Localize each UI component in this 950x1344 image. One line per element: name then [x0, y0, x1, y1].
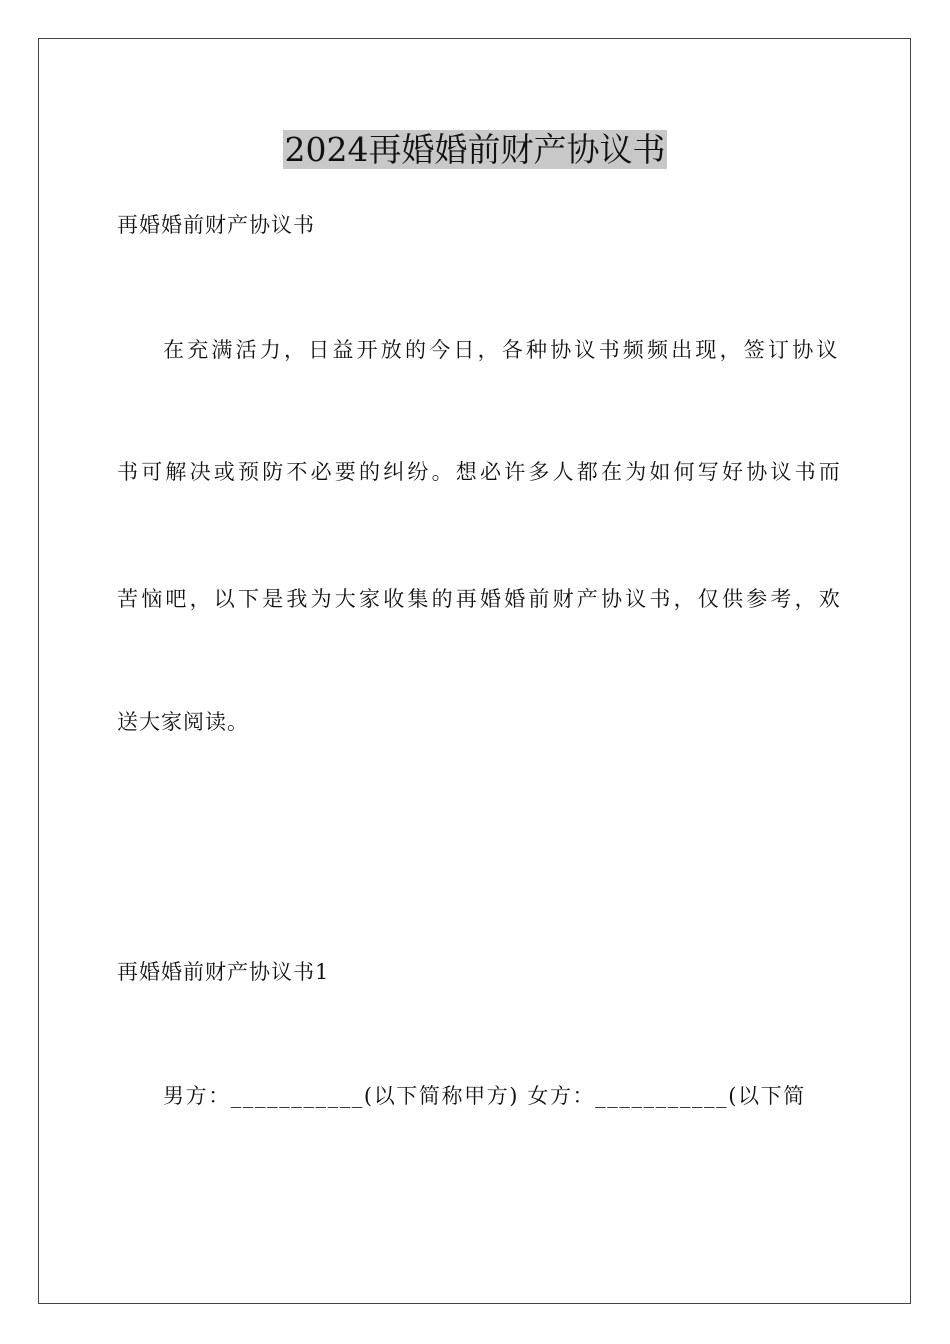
document-title [0, 128, 950, 172]
intro-line-3: 苦恼吧，以下是我为大家收集的再婚婚前财产协议书，仅供参考，欢 [117, 587, 843, 611]
document-subtitle: 再婚婚前财产协议书 [117, 213, 315, 237]
document-title-text: 2024再婚婚前财产协议书 [284, 130, 666, 169]
intro-line-4: 送大家阅读。 [117, 710, 249, 734]
section-heading: 再婚婚前财产协议书1 [117, 960, 330, 984]
intro-line-2: 书可解决或预防不必要的纠纷。想必许多人都在为如何写好协议书而 [117, 460, 843, 484]
parties-line: 男方：___________(以下简称甲方) 女方：___________(以下简 [163, 1084, 806, 1108]
intro-line-1: 在充满活力，日益开放的今日，各种协议书频频出现，签订协议 [163, 338, 841, 362]
